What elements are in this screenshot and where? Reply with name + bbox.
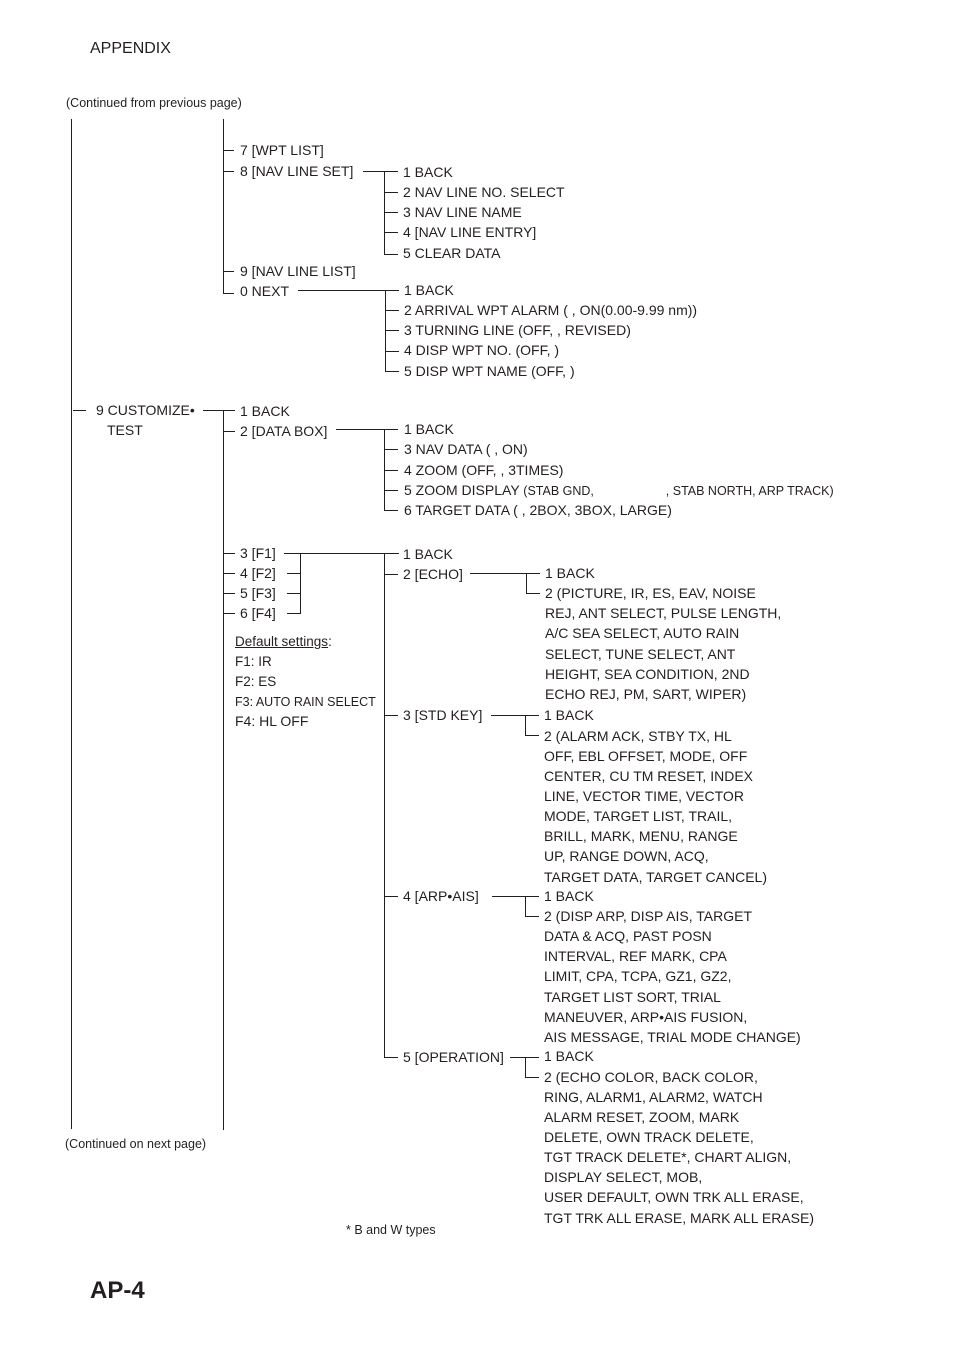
tree-line [223,431,235,432]
tree-line [287,593,300,594]
std-key-item: BRILL, MARK, MENU, RANGE [544,828,738,844]
nav-line-set-item: 5 CLEAR DATA [403,245,501,261]
nav-line-set-item: 2 NAV LINE NO. SELECT [403,184,565,200]
tree-line [384,254,398,255]
tree-line [384,449,398,450]
continued-on-note: (Continued on next page) [65,1137,207,1151]
operation-item: 1 BACK [544,1048,594,1064]
arp-ais-item: MANEUVER, ARP•AIS FUSION, [544,1009,748,1025]
std-key-item: UP, RANGE DOWN, ACQ, [544,848,709,864]
std-key-item: 2 (ALARM ACK, STBY TX, HL [544,728,732,744]
tree-line [385,330,399,331]
data-box-item: 3 NAV DATA ( , ON) [404,441,528,457]
tree-line [223,613,235,614]
echo-item: A/C SEA SELECT, AUTO RAIN [545,625,740,641]
data-box-item: 4 ZOOM (OFF, , 3TIMES) [404,462,564,478]
tree-line [525,896,526,917]
tree-line [300,553,301,614]
operation-item: TGT TRK ALL ERASE, MARK ALL ERASE) [544,1210,814,1226]
nav-line-set-item: 1 BACK [403,164,453,180]
footnote: * B and W types [346,1223,436,1237]
tree-line [384,715,398,716]
menu-item-wpt-list: 7 [WPT LIST] [240,142,324,158]
arp-ais-item: 1 BACK [544,888,594,904]
fkey-item: 4 [F2] [240,565,276,581]
fkey-back: 1 BACK [403,546,453,562]
tree-line [336,429,398,430]
echo-item: SELECT, TUNE SELECT, ANT [545,646,736,662]
continued-from-note: (Continued from previous page) [66,96,242,110]
tree-line [526,573,527,594]
std-key-item: CENTER, CU TM RESET, INDEX [544,768,753,784]
tree-line [287,613,300,614]
tree-line [223,593,235,594]
default-setting: F4: HL OFF [235,713,309,729]
tree-line [384,896,398,897]
default-settings-colon: : [328,634,332,649]
fkey-item: 5 [F3] [240,585,276,601]
fkey-item: 6 [F4] [240,605,276,621]
std-key-item: OFF, EBL OFFSET, MODE, OFF [544,748,748,764]
data-box-item: 6 TARGET DATA ( , 2BOX, 3BOX, LARGE) [404,502,672,518]
menu-item-std-key: 3 [STD KEY] [403,707,483,723]
tree-line [223,573,235,574]
data-box-item: 1 BACK [404,421,454,437]
tree-line [223,553,235,554]
tree-line [384,232,398,233]
customize-title-line2: TEST [107,422,143,438]
tree-line [384,574,398,575]
tree-line [385,310,399,311]
tree-line [384,490,398,491]
next-item: 5 DISP WPT NAME (OFF, ) [404,363,575,379]
data-box-item-zoom-display [404,482,834,499]
tree-line [525,1057,526,1078]
tree-line [525,1077,539,1078]
menu-item-nav-line-set: 8 [NAV LINE SET] [240,163,354,179]
operation-item: TGT TRACK DELETE*, CHART ALIGN, [544,1149,792,1165]
tree-line [223,150,234,151]
menu-item-operation: 5 [OPERATION] [403,1049,504,1065]
tree-line [384,510,398,511]
std-key-item: LINE, VECTOR TIME, VECTOR [544,788,744,804]
next-item: 4 DISP WPT NO. (OFF, ) [404,342,560,358]
customize-back: 1 BACK [240,403,290,419]
std-key-item: MODE, TARGET LIST, TRAIL, [544,808,733,824]
zoom-display-options: (STAB GND, [523,484,594,498]
tree-line [223,119,224,294]
tree-line [203,410,235,411]
tree-line [525,735,539,736]
tree-line [525,916,539,917]
tree-line [384,171,385,255]
default-settings-label: Default settings [235,634,329,649]
echo-item: REJ, ANT SELECT, PULSE LENGTH, [545,605,782,621]
operation-item: RING, ALARM1, ALARM2, WATCH [544,1089,763,1105]
next-item: 3 TURNING LINE (OFF, , REVISED) [404,322,631,338]
tree-line [298,290,399,291]
default-setting: F1: IR [235,654,272,669]
tree-line [363,171,398,172]
next-item: 2 ARRIVAL WPT ALARM ( , ON(0.00-9.99 nm)) [404,302,698,318]
tree-line [491,715,539,716]
operation-item: ALARM RESET, ZOOM, MARK [544,1109,740,1125]
arp-ais-item: AIS MESSAGE, TRIAL MODE CHANGE) [544,1029,801,1045]
menu-item-echo: 2 [ECHO] [403,566,463,582]
tree-line [384,1057,398,1058]
tree-line [525,715,526,736]
tree-line [287,573,300,574]
zoom-display-options-rest: , STAB NORTH, ARP TRACK) [665,484,834,498]
operation-item: DISPLAY SELECT, MOB, [544,1169,703,1185]
tree-line [284,553,399,554]
page-number: AP-4 [90,1277,145,1304]
default-settings-heading [235,634,332,650]
tree-line [223,271,234,272]
section-header: APPENDIX [90,40,171,57]
tree-line [71,119,72,1129]
echo-item: 2 (PICTURE, IR, ES, EAV, NOISE [545,585,756,601]
operation-item: USER DEFAULT, OWN TRK ALL ERASE, [544,1189,804,1205]
tree-line [385,351,399,352]
tree-line [384,192,398,193]
menu-item-next: 0 NEXT [240,283,290,299]
nav-line-set-item: 4 [NAV LINE ENTRY] [403,224,537,240]
tree-line [223,171,234,172]
customize-title: 9 CUSTOMIZE• [96,402,195,418]
echo-item: HEIGHT, SEA CONDITION, 2ND [545,666,750,682]
tree-line [223,410,224,1130]
tree-line [73,410,86,411]
menu-item-data-box: 2 [DATA BOX] [240,423,328,439]
tree-line [470,573,540,574]
default-setting: F2: ES [235,674,277,689]
tree-line [492,896,539,897]
tree-line [385,290,386,372]
arp-ais-item: DATA & ACQ, PAST POSN [544,928,712,944]
zoom-display-label: 5 ZOOM DISPLAY [404,482,520,498]
default-setting: F3: AUTO RAIN SELECT [235,695,376,709]
tree-line [384,553,385,1058]
std-key-item: 1 BACK [544,707,594,723]
operation-item: 2 (ECHO COLOR, BACK COLOR, [544,1069,758,1085]
tree-line [384,212,398,213]
tree-line [384,470,398,471]
std-key-item: TARGET DATA, TARGET CANCEL) [544,869,767,885]
next-item: 1 BACK [404,282,454,298]
echo-item: ECHO REJ, PM, SART, WIPER) [545,686,747,702]
operation-item: DELETE, OWN TRACK DELETE, [544,1129,754,1145]
echo-item: 1 BACK [545,565,595,581]
arp-ais-item: TARGET LIST SORT, TRIAL [544,989,721,1005]
arp-ais-item: LIMIT, CPA, TCPA, GZ1, GZ2, [544,968,732,984]
nav-line-set-item: 3 NAV LINE NAME [403,204,522,220]
menu-item-arp-ais: 4 [ARP•AIS] [403,888,479,904]
menu-item-nav-line-list: 9 [NAV LINE LIST] [240,263,356,279]
fkey-item: 3 [F1] [240,545,276,561]
tree-line [223,293,234,294]
tree-line [385,371,399,372]
tree-line [526,593,540,594]
arp-ais-item: INTERVAL, REF MARK, CPA [544,948,727,964]
arp-ais-item: 2 (DISP ARP, DISP AIS, TARGET [544,908,753,924]
